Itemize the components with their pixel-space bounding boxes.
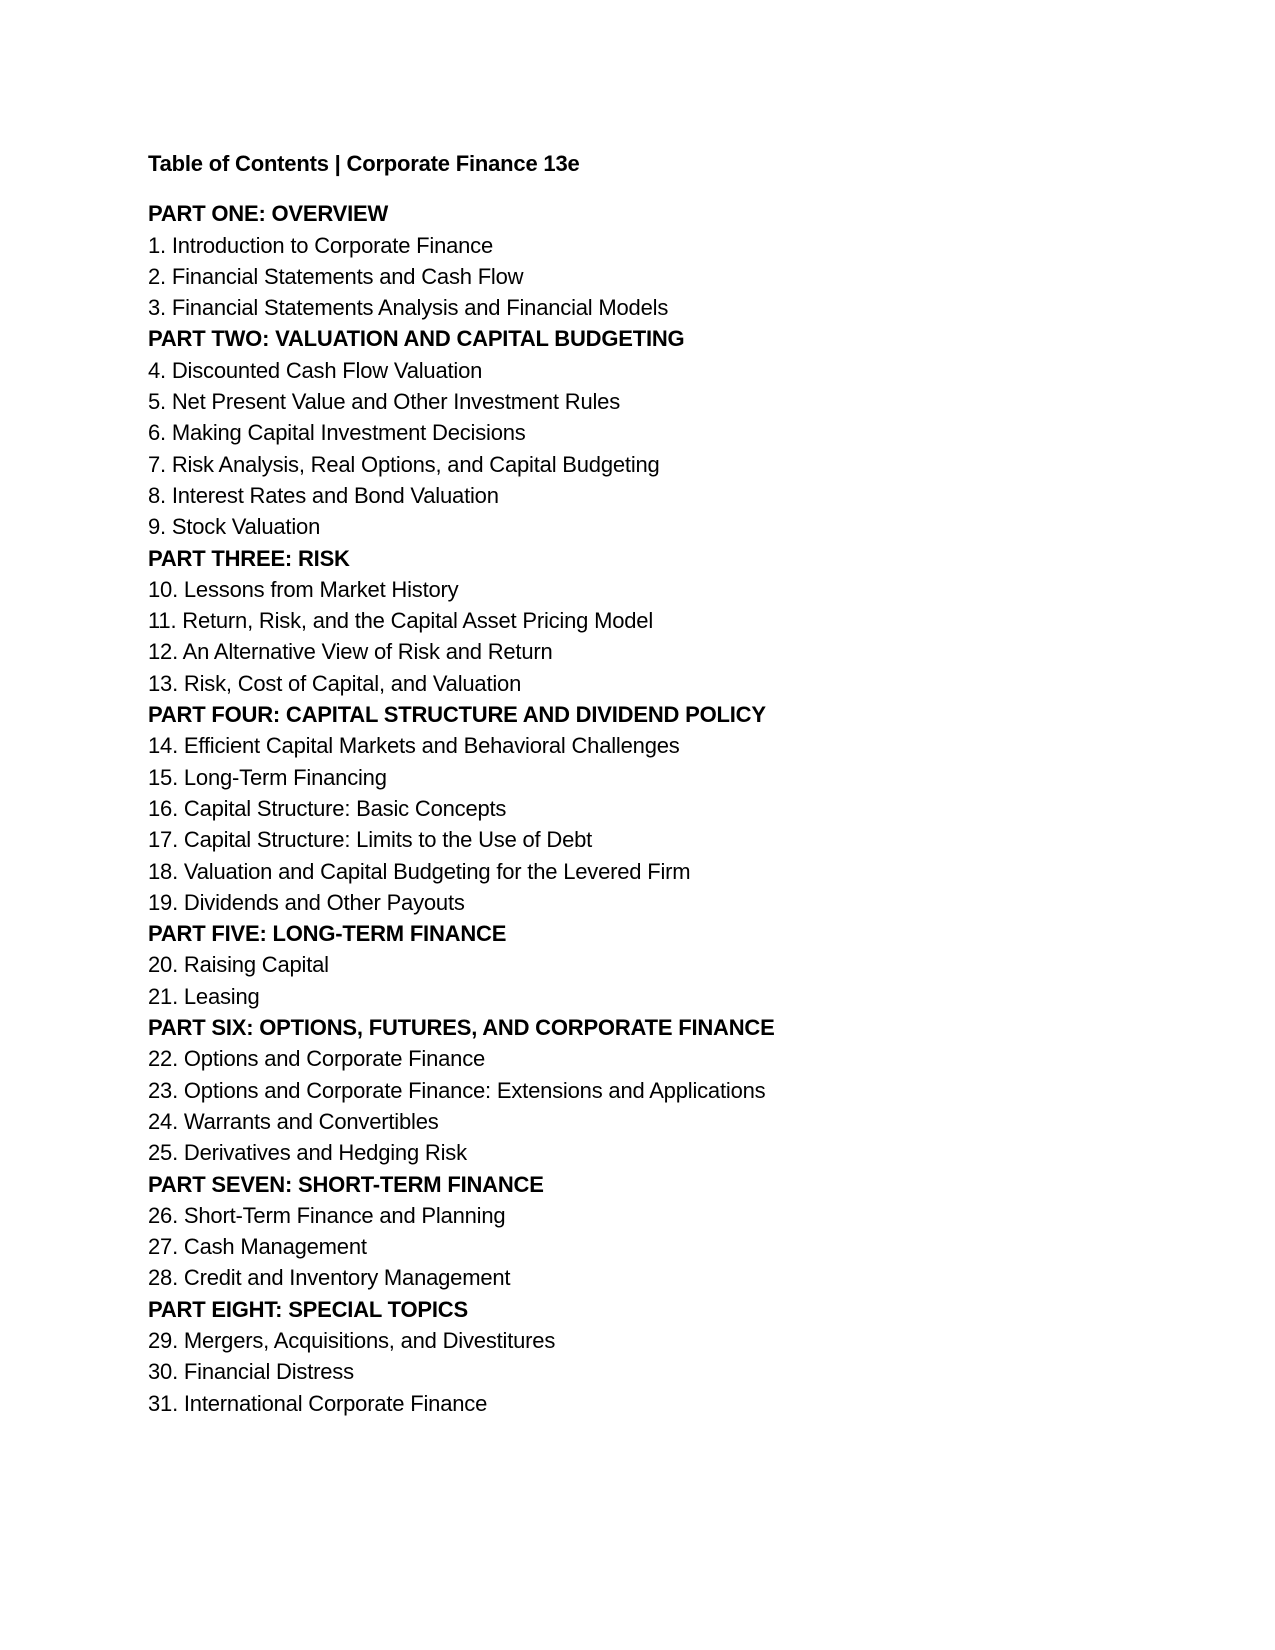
part-heading: PART FOUR: CAPITAL STRUCTURE AND DIVIDEND POLICY [148, 702, 766, 728]
chapter-line: 10. Lessons from Market History [148, 576, 459, 602]
chapter-line: 11. Return, Risk, and the Capital Asset Pricing Model [148, 608, 654, 634]
document-content [148, 148, 1148, 1419]
part-heading: PART THREE: RISK [148, 545, 350, 571]
chapter-line: 21. Leasing [148, 983, 260, 1009]
chapter-line: 1. Introduction to Corporate Finance [148, 232, 494, 258]
chapter-line: 5. Net Present Value and Other Investment Rules [148, 389, 621, 415]
chapter-line: 3. Financial Statements Analysis and Financial Models [148, 295, 669, 321]
chapter-line: 12. An Alternative View of Risk and Return [148, 639, 553, 665]
chapter-line: 6. Making Capital Investment Decisions [148, 420, 526, 446]
chapter-line: 7. Risk Analysis, Real Options, and Capital Budgeting [148, 451, 660, 477]
chapter-line: 30. Financial Distress [148, 1359, 354, 1385]
part-heading: PART SIX: OPTIONS, FUTURES, AND CORPORATE FINANCE [148, 1015, 775, 1041]
chapter-line: 29. Mergers, Acquisitions, and Divestitures [148, 1327, 556, 1353]
chapter-line: 24. Warrants and Convertibles [148, 1108, 439, 1134]
part-heading: PART FIVE: LONG-TERM FINANCE [148, 921, 507, 947]
chapter-line: 22. Options and Corporate Finance [148, 1046, 486, 1072]
chapter-line: 14. Efficient Capital Markets and Behavioral Challenges [148, 733, 680, 759]
chapter-line: 15. Long-Term Financing [148, 764, 387, 790]
chapter-line: 9. Stock Valuation [148, 514, 321, 540]
part-heading: PART SEVEN: SHORT-TERM FINANCE [148, 1171, 544, 1197]
chapter-line: 19. Dividends and Other Payouts [148, 889, 465, 915]
chapter-line: 25. Derivatives and Hedging Risk [148, 1140, 467, 1166]
chapter-line: 16. Capital Structure: Basic Concepts [148, 795, 507, 821]
table-of-contents [148, 198, 1148, 1419]
chapter-line: 28. Credit and Inventory Management [148, 1265, 511, 1291]
part-heading: PART EIGHT: SPECIAL TOPICS [148, 1296, 468, 1322]
chapter-line: 13. Risk, Cost of Capital, and Valuation [148, 670, 522, 696]
chapter-line: 26. Short-Term Finance and Planning [148, 1202, 506, 1228]
chapter-line: 4. Discounted Cash Flow Valuation [148, 357, 483, 383]
chapter-line: 17. Capital Structure: Limits to the Use of Debt [148, 827, 593, 853]
chapter-line: 2. Financial Statements and Cash Flow [148, 263, 524, 289]
chapter-line: 20. Raising Capital [148, 952, 329, 978]
chapter-line: 31. International Corporate Finance [148, 1390, 488, 1416]
chapter-line: 27. Cash Management [148, 1234, 367, 1260]
chapter-line: 23. Options and Corporate Finance: Extensions and Applications [148, 1077, 766, 1103]
chapter-line: 8. Interest Rates and Bond Valuation [148, 482, 499, 508]
document-title: Table of Contents | Corporate Finance 13e [148, 151, 580, 176]
part-heading: PART ONE: OVERVIEW [148, 201, 389, 227]
part-heading: PART TWO: VALUATION AND CAPITAL BUDGETING [148, 326, 685, 352]
chapter-line: 18. Valuation and Capital Budgeting for the Levered Firm [148, 858, 691, 884]
